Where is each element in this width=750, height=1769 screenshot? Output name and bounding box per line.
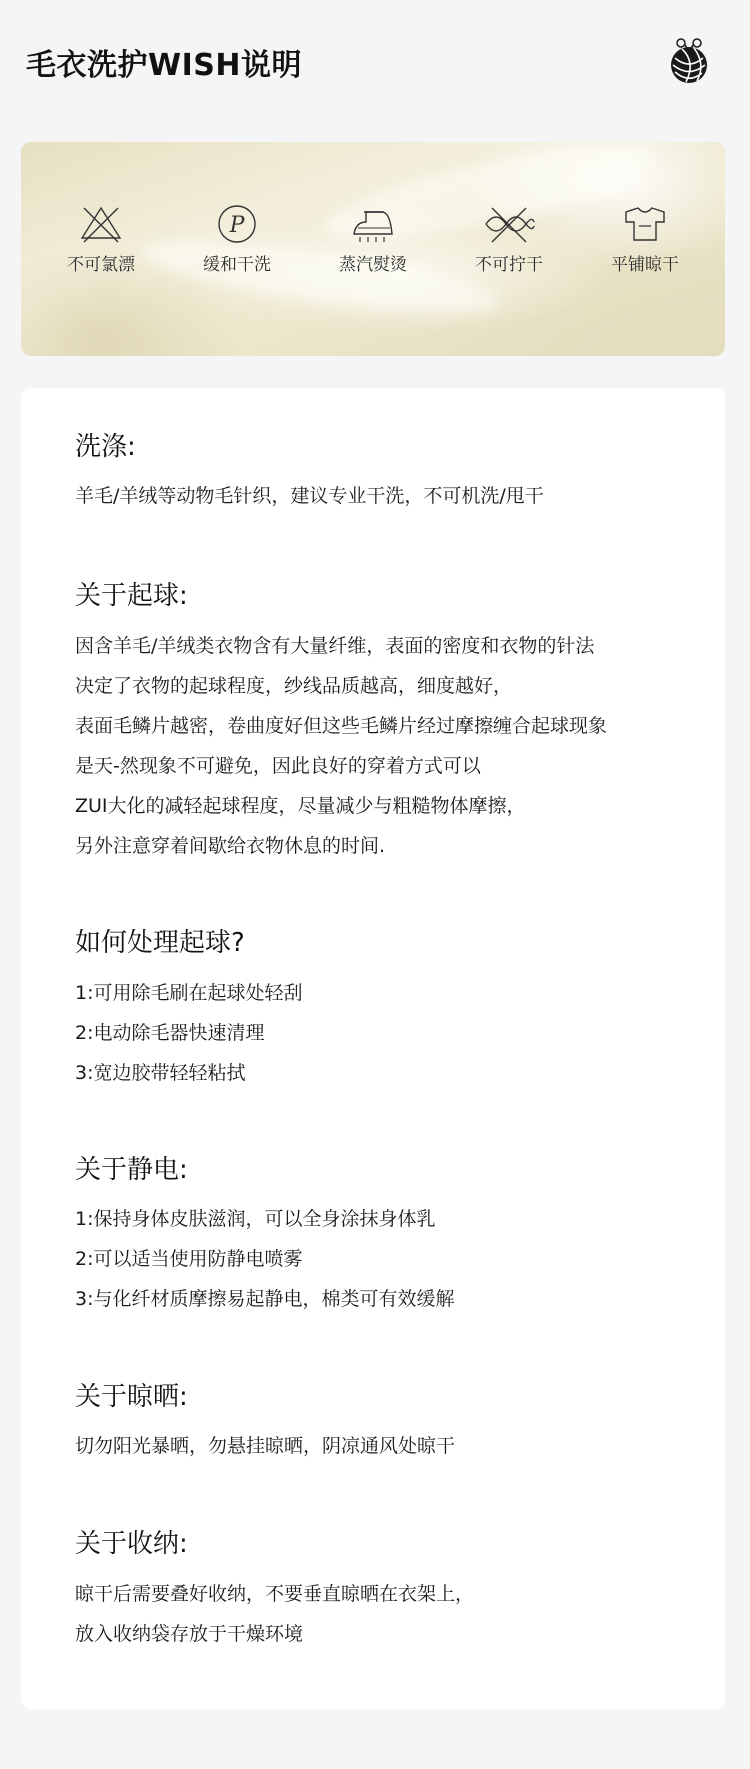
text-line: ZUI大化的减轻起球程度，尽量减少与粗糙物体摩擦， [75,795,526,817]
care-label: 缓和干洗 [203,255,271,275]
text-line: 羊毛/羊绒等动物毛针织，建议专业干洗，不可机洗/甩干 [75,485,544,507]
care-item-steam-iron [313,204,433,275]
text-line: 决定了衣物的起球程度，纱线品质越高，细度越好， [75,675,513,697]
text-line: 1:保持身体皮肤滋润，可以全身涂抹身体乳 [75,1208,436,1230]
care-item-gentle-dry-clean [177,204,297,275]
text-line: 另外注意穿着间歇给衣物休息的时间. [75,835,386,857]
text-line: 3:与化纤材质摩擦易起静电，棉类可有效缓解 [75,1288,455,1310]
care-item-flat-dry [585,204,705,275]
text-line: 晾干后需要叠好收纳，不要垂直晾晒在衣架上， [75,1583,475,1605]
care-symbols-banner [21,142,725,356]
flat-dry-icon [622,204,668,244]
section-title-static: 关于静电: [75,1155,188,1185]
care-instructions-card [21,388,725,1709]
care-label: 不可氯漂 [67,255,135,275]
svg-text:P: P [229,213,245,238]
section-title-drying: 关于晾晒: [75,1382,188,1412]
text-line: 2:可以适当使用防静电喷雾 [75,1248,303,1270]
text-line: 是天-然现象不可避免，因此良好的穿着方式可以 [75,755,481,777]
text-line: 3:宽边胶带轻轻粘拭 [75,1062,246,1084]
section-title-handle-pilling: 如何处理起球? [75,928,245,958]
steam-iron-icon [350,204,396,244]
text-line: 因含羊毛/羊绒类衣物含有大量纤维，表面的密度和衣物的针法 [75,635,595,657]
no-bleach-icon [78,204,124,244]
page-header [0,0,750,125]
yarn-ball-icon [666,36,712,86]
text-line: 2:电动除毛器快速清理 [75,1022,265,1044]
section-title-washing: 洗涤: [75,432,136,462]
care-item-no-wring [449,204,569,275]
text-line: 1:可用除毛刷在起球处轻刮 [75,982,303,1004]
care-item-no-bleach [41,204,161,275]
care-label: 不可拧干 [475,255,543,275]
text-line: 表面毛鳞片越密，卷曲度好但这些毛鳞片经过摩擦缠合起球现象 [75,715,608,737]
care-label: 蒸汽熨烫 [339,255,407,275]
page-title: 毛衣洗护WISH说明 [26,48,302,83]
no-wring-icon [482,204,536,244]
care-label: 平铺晾干 [611,255,679,275]
section-title-storage: 关于收纳: [75,1529,188,1559]
text-line: 放入收纳袋存放于干燥环境 [75,1623,304,1645]
text-line: 切勿阳光暴晒，勿悬挂晾晒，阴凉通风处晾干 [75,1435,456,1457]
gentle-dry-clean-icon [214,204,260,244]
section-title-pilling: 关于起球: [75,581,188,611]
